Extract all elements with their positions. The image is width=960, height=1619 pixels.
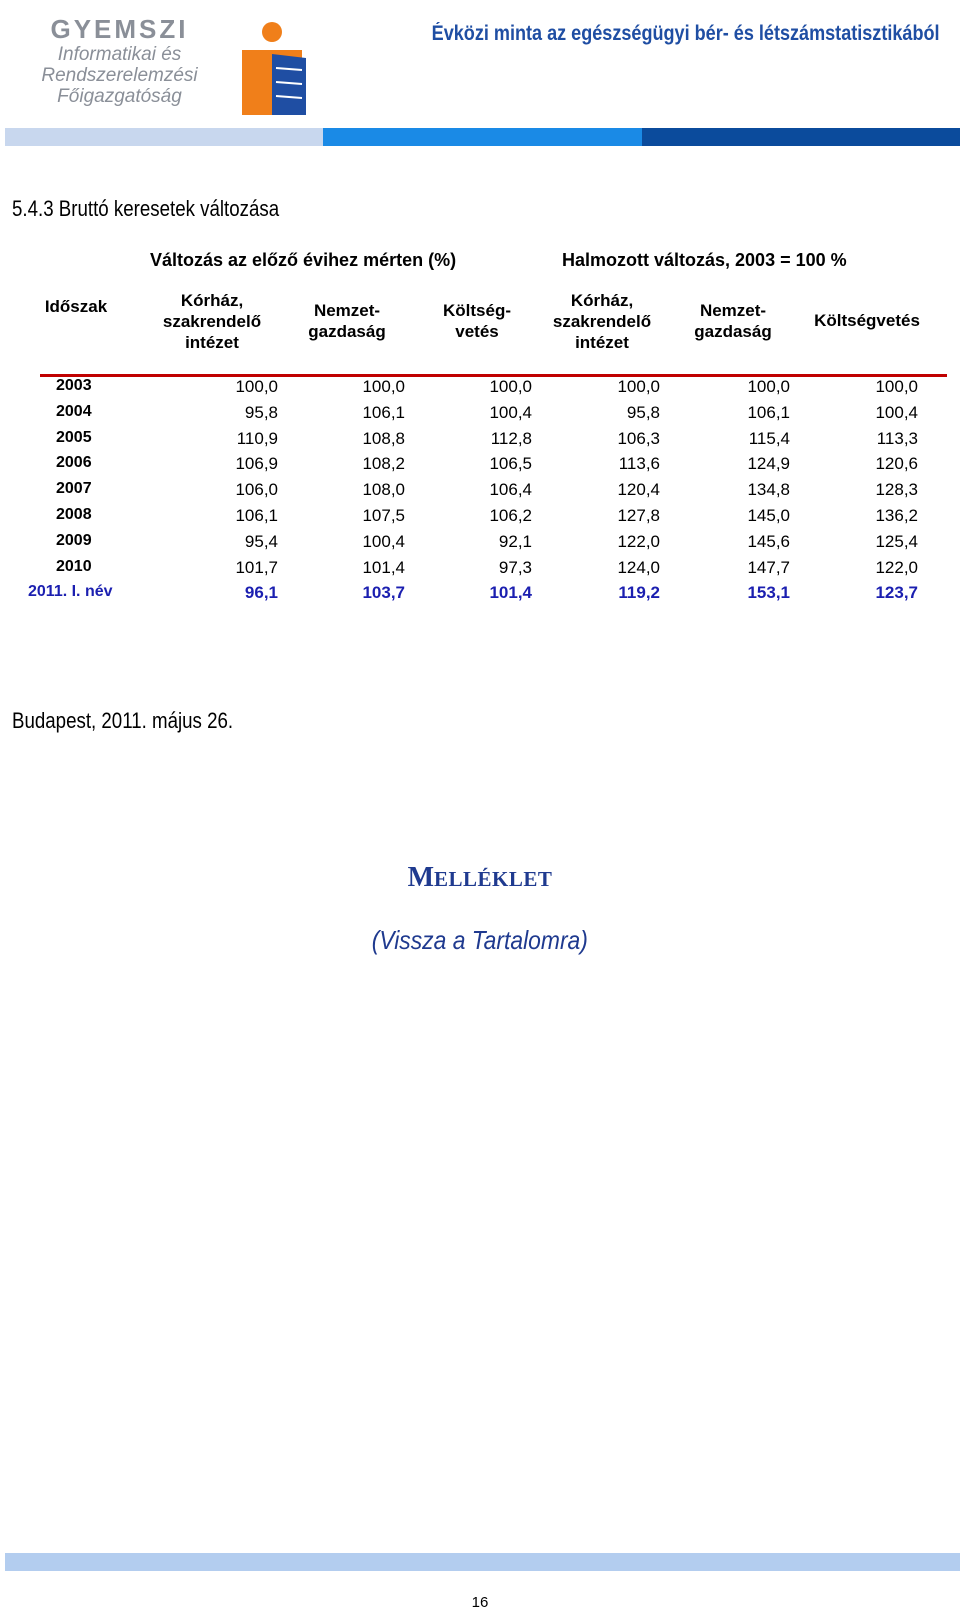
row-value: 100,0: [235, 377, 278, 396]
row-value: 101,4: [489, 583, 532, 603]
row-value: 123,7: [875, 583, 918, 603]
row-value: 103,7: [362, 583, 405, 603]
row-value: 101,4: [362, 557, 405, 577]
row-period: 2009: [56, 531, 92, 549]
row-value: 120,6: [875, 454, 918, 474]
header-bar-segment: [323, 128, 641, 146]
back-to-contents-link[interactable]: [0, 925, 960, 956]
row-value: 119,2: [618, 583, 660, 603]
row-value: 100,4: [489, 402, 532, 422]
column-header-line: Kórház,: [570, 291, 634, 310]
column-header-line: szakrendelő: [552, 312, 652, 331]
column-header-line: intézet: [185, 333, 239, 352]
row-value: 101,7: [235, 557, 278, 577]
section-title: 5.4.3 Bruttó keresetek változása: [12, 196, 280, 221]
row-value: 97,3: [498, 557, 532, 577]
table-row: [0, 377, 960, 403]
row-period: 2003: [56, 377, 92, 394]
row-value: 106,1: [362, 402, 405, 422]
row-value: 108,2: [362, 454, 405, 474]
logo-text: [12, 14, 227, 107]
logo-name: GYEMSZI: [50, 14, 189, 44]
row-value: 124,9: [747, 454, 790, 474]
row-value: 106,2: [489, 506, 532, 525]
row-value: 147,7: [747, 557, 790, 577]
row-value: 107,5: [362, 506, 405, 525]
table-row: [0, 480, 960, 506]
row-value: 95,8: [626, 402, 660, 422]
row-value: 115,4: [748, 428, 790, 448]
row-value: 136,2: [875, 506, 918, 525]
period-header: Időszak: [44, 297, 108, 316]
column-header-line: Nemzet-: [699, 301, 767, 320]
row-value: 145,6: [747, 531, 790, 551]
row-period: 2006: [56, 454, 92, 472]
document-title: Évközi minta az egészségügyi bér- és létszámstatisztikából: [432, 22, 940, 45]
logo: [12, 14, 302, 114]
row-value: 95,8: [244, 402, 278, 422]
row-value: 96,1: [244, 583, 278, 603]
row-value: 100,0: [747, 377, 790, 396]
column-header-4: [542, 290, 662, 353]
column-header-line: Kórház,: [180, 291, 244, 310]
logo-line-3: Főigazgatóság: [57, 86, 182, 107]
column-header-line: Költségvetés: [814, 311, 920, 330]
row-period: 2005: [56, 428, 92, 446]
row-value: 106,4: [489, 480, 532, 500]
row-period: 2004: [56, 402, 92, 420]
column-header-line: gazdaság: [308, 322, 386, 341]
annex-heading-initial: M: [407, 862, 435, 893]
row-value: 106,1: [235, 506, 278, 525]
row-value: 100,4: [362, 531, 405, 551]
row-value: 122,0: [617, 531, 660, 551]
column-header-line: gazdaság: [694, 322, 772, 341]
table-row: [0, 558, 960, 584]
row-value: 106,9: [235, 454, 278, 474]
header-bar-segment: [5, 128, 323, 146]
row-value: 100,0: [489, 377, 532, 396]
row-value: 108,0: [362, 480, 405, 500]
column-header-5: [678, 300, 788, 342]
row-value: 108,8: [362, 428, 405, 448]
row-value: 106,1: [747, 402, 790, 422]
row-value: 92,1: [498, 531, 532, 551]
column-header-line: Nemzet-: [313, 301, 381, 320]
table-row: [0, 532, 960, 558]
header-bar-segment: [642, 128, 960, 146]
row-period: 2010: [56, 557, 92, 575]
row-value: 113,6: [618, 454, 660, 474]
group-header-annual: Változás az előző évihez mérten (%): [150, 250, 457, 270]
back-to-contents-label: (Vissza a Tartalomra): [371, 925, 589, 955]
logo-mark-icon: [232, 20, 312, 120]
annex-heading-rest: ELLÉKLET: [434, 867, 553, 891]
column-header-1: [152, 290, 272, 353]
table-row: [0, 506, 960, 532]
row-period: 2011. I. név: [28, 583, 113, 601]
column-header-6: [802, 310, 932, 331]
row-value: 125,4: [875, 531, 918, 551]
logo-line-2: Rendszerelemzési: [41, 65, 198, 86]
row-value: 100,4: [875, 402, 918, 422]
row-value: 128,3: [875, 480, 918, 500]
row-value: 100,0: [875, 377, 918, 396]
column-header-3: [422, 300, 532, 342]
table-row: [0, 403, 960, 429]
table-row: [0, 583, 960, 609]
row-value: 106,3: [617, 428, 660, 448]
row-value: 113,3: [876, 428, 918, 448]
footer-bar: [5, 1553, 960, 1571]
row-period: 2007: [56, 480, 92, 498]
row-value: 110,9: [236, 428, 278, 448]
row-value: 127,8: [617, 506, 660, 525]
column-header-line: intézet: [575, 333, 629, 352]
row-value: 145,0: [747, 506, 790, 525]
table-row: [0, 429, 960, 455]
group-header-cumulative: Halmozott változás, 2003 = 100 %: [562, 250, 847, 270]
table-row: [0, 454, 960, 480]
row-value: 134,8: [747, 480, 790, 500]
column-header-line: szakrendelő: [162, 312, 262, 331]
row-value: 120,4: [617, 480, 660, 500]
header-bar: [5, 128, 960, 146]
row-value: 106,5: [489, 454, 532, 474]
column-header-line: vetés: [455, 322, 499, 341]
row-value: 100,0: [617, 377, 660, 396]
page-number: 16: [471, 1594, 489, 1611]
column-header-2: [292, 300, 402, 342]
row-value: 112,8: [490, 428, 532, 448]
logo-line-1: Informatikai és: [57, 44, 182, 65]
row-value: 122,0: [875, 557, 918, 577]
row-value: 153,1: [747, 583, 790, 603]
annex-heading: [0, 862, 960, 894]
column-header-line: Költség-: [443, 301, 511, 320]
row-value: 106,0: [235, 480, 278, 500]
row-value: 95,4: [244, 531, 278, 551]
row-value: 100,0: [362, 377, 405, 396]
row-period: 2008: [56, 506, 92, 523]
row-value: 124,0: [617, 557, 660, 577]
place-date: Budapest, 2011. május 26.: [12, 708, 234, 733]
